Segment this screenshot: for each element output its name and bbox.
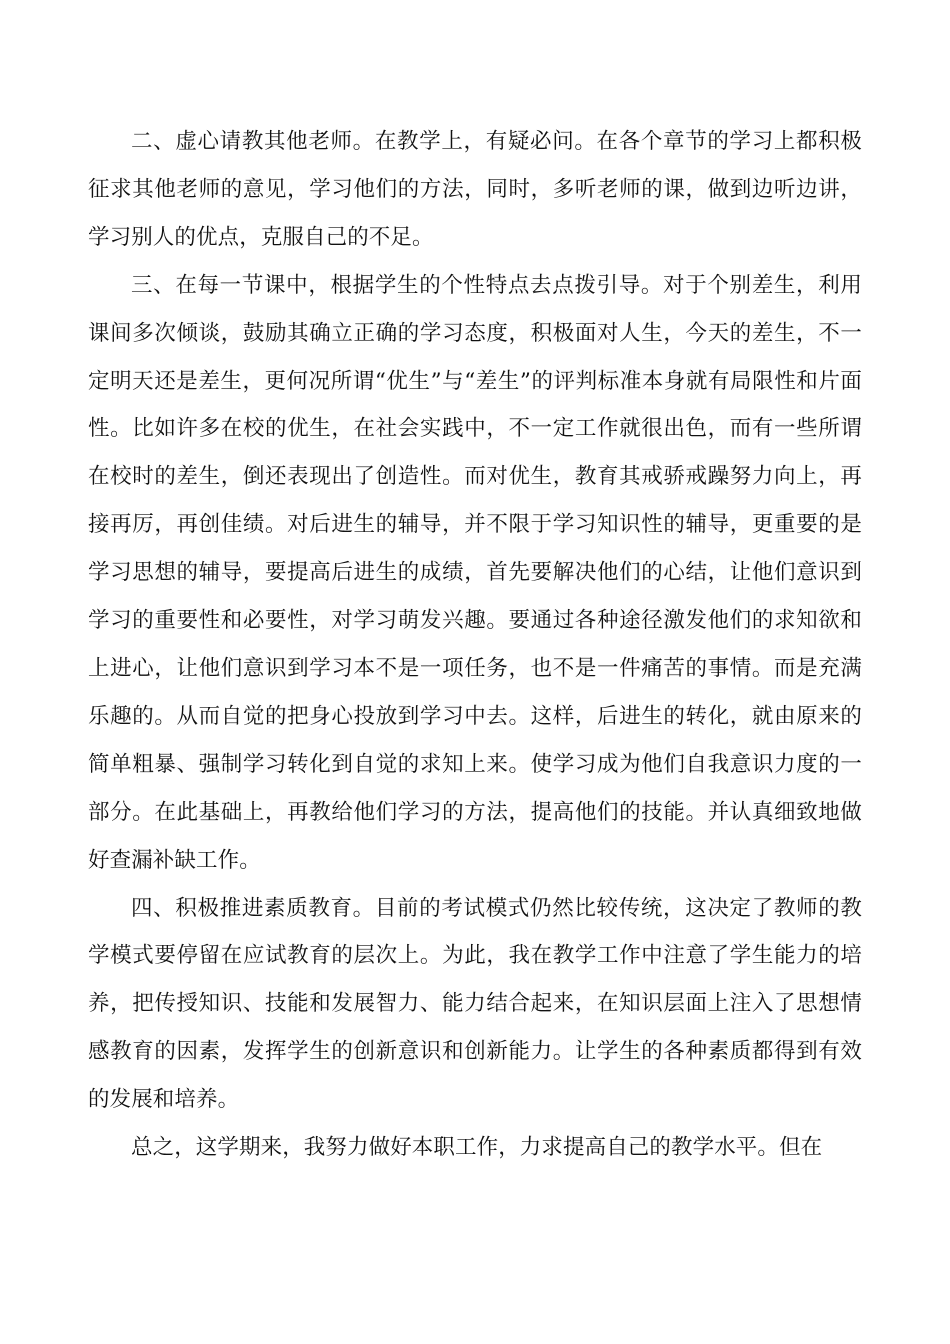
document-body	[88, 118, 862, 1172]
paragraph-consult-teachers: 二、虚心请教其他老师。在教学上，有疑必问。在各个章节的学习上都积极征求其他老师的意见，学习他们的方法，同时，多听老师的课，做到边听边讲，学习别人的优点，克服自己的不足。	[88, 129, 862, 250]
paragraph-summary: 总之，这学期来，我努力做好本职工作，力求提高自己的教学水平。但在	[131, 1135, 823, 1161]
paragraph-individual-guidance: 三、在每一节课中，根据学生的个性特点去点拨引导。对于个别差生，利用课间多次倾谈，鼓励其确立正确的学习态度，积极面对人生，今天的差生，不一定明天还是差生，更何况所谓“优生”与“差生”的评判标准本身就有局限性和片面性。比如许多在校的优生，在社会实践中，不一定工作就很出色，而有一些所谓在校时的差生，倒还表现出了创造性。而对优生，教育其戒骄戒躁努力向上，再接再厉，再创佳绩。对后进生的辅导，并不限于学习知识性的辅导，更重要的是学习思想的辅导，要提高后进生的成绩，首先要解决他们的心结，让他们意识到学习的重要性和必要性，对学习萌发兴趣。要通过各种途径激发他们的求知欲和上进心，让他们意识到学习本不是一项任务，也不是一件痛苦的事情。而是充满乐趣的。从而自觉的把身心投放到学习中去。这样，后进生的转化，就由原来的简单粗暴、强制学习转化到自觉的求知上来。使学习成为他们自我意识力度的一部分。在此基础上，再教给他们学习的方法，提高他们的技能。并认真细致地做好查漏补缺工作。	[88, 272, 862, 873]
paragraph-quality-education: 四、积极推进素质教育。目前的考试模式仍然比较传统，这决定了教师的教学模式要停留在应试教育的层次上。为此，我在教学工作中注意了学生能力的培养，把传授知识、技能和发展智力、能力结合起来，在知识层面上注入了思想情感教育的因素，发挥学生的创新意识和创新能力。让学生的各种素质都得到有效的发展和培养。	[88, 895, 862, 1113]
